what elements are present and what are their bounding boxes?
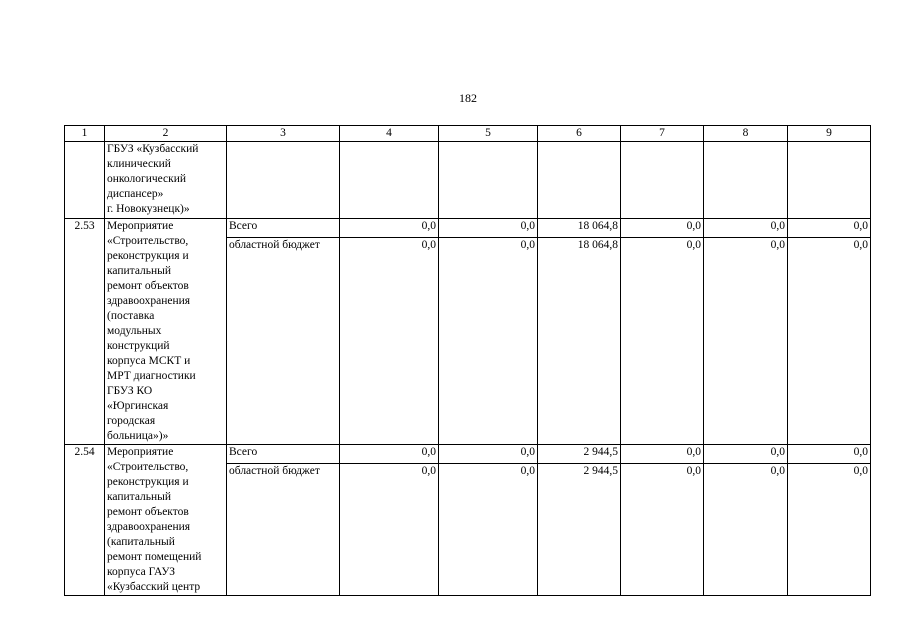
measure-name-line: корпуса ГАУЗ <box>107 566 176 578</box>
value-cell: 0,0 <box>439 238 538 445</box>
measure-name-line: ремонт объектов <box>107 280 189 292</box>
header-cell: 1 <box>65 126 105 142</box>
measure-name-line: ГБУЗ КО <box>107 385 153 397</box>
measure-name-line: капитальный <box>107 265 172 277</box>
source-cell: Всего <box>227 219 340 238</box>
table-row <box>65 445 871 464</box>
header-cell: 4 <box>340 126 439 142</box>
measure-name-line: диспансер» <box>107 188 164 200</box>
row-number-cell <box>65 142 105 219</box>
measure-name-line: больница»)» <box>107 430 169 442</box>
budget-table <box>64 125 871 596</box>
value-cell: 0,0 <box>340 464 439 596</box>
header-cell: 5 <box>439 126 538 142</box>
value-cell <box>538 142 621 219</box>
measure-name-line: «Строительство, <box>107 461 189 473</box>
measure-name-line: Мероприятие <box>107 446 174 458</box>
header-cell: 6 <box>538 126 621 142</box>
source-cell: областной бюджет <box>227 238 340 445</box>
measure-name-line: здравоохранения <box>107 295 191 307</box>
measure-name-line: городская <box>107 415 156 427</box>
value-cell <box>439 142 538 219</box>
measure-name-line: конструкций <box>107 340 170 352</box>
value-cell: 0,0 <box>621 445 704 464</box>
measure-name-line: г. Новокузнецк)» <box>107 203 190 215</box>
value-cell: 0,0 <box>340 238 439 445</box>
measure-name-line: корпуса МСКТ и <box>107 355 191 367</box>
value-cell: 0,0 <box>788 445 871 464</box>
page-number: 182 <box>459 91 477 105</box>
source-cell: Всего <box>227 445 340 464</box>
value-cell: 0,0 <box>704 464 788 596</box>
measure-name-line: клинический <box>107 158 171 170</box>
value-cell: 0,0 <box>340 219 439 238</box>
table-row <box>65 219 871 238</box>
value-cell: 0,0 <box>621 238 704 445</box>
header-cell: 3 <box>227 126 340 142</box>
value-cell <box>621 142 704 219</box>
measure-name-line: Мероприятие <box>107 220 174 232</box>
row-number-cell: 2.53 <box>65 219 105 445</box>
header-cell: 2 <box>105 126 227 142</box>
value-cell: 0,0 <box>704 238 788 445</box>
value-cell <box>704 142 788 219</box>
measure-name-line: здравоохранения <box>107 521 191 533</box>
measure-name-line: «Кузбасский центр <box>107 581 201 593</box>
value-cell: 0,0 <box>788 238 871 445</box>
source-cell: областной бюджет <box>227 464 340 596</box>
header-cell: 7 <box>621 126 704 142</box>
value-cell: 0,0 <box>704 445 788 464</box>
value-cell: 18 064,8 <box>538 238 621 445</box>
measure-name-line: (капитальный <box>107 536 175 548</box>
value-cell: 0,0 <box>621 464 704 596</box>
header-cell: 9 <box>788 126 871 142</box>
value-cell: 0,0 <box>439 445 538 464</box>
value-cell: 0,0 <box>621 219 704 238</box>
value-cell: 2 944,5 <box>538 445 621 464</box>
measure-name-line: онкологический <box>107 173 187 185</box>
measure-name-line: ремонт помещений <box>107 551 202 563</box>
header-cell: 8 <box>704 126 788 142</box>
measure-name-line: реконструкция и <box>107 250 189 262</box>
measure-name-cell <box>105 445 227 596</box>
measure-name-line: модульных <box>107 325 162 337</box>
measure-name-line: (поставка <box>107 310 155 322</box>
measure-name-cell <box>105 219 227 445</box>
measure-name-line: капитальный <box>107 491 172 503</box>
value-cell: 0,0 <box>439 464 538 596</box>
value-cell: 0,0 <box>788 464 871 596</box>
value-cell <box>788 142 871 219</box>
table-row <box>65 142 871 219</box>
measure-name-line: МРТ диагностики <box>107 370 196 382</box>
value-cell: 0,0 <box>704 219 788 238</box>
value-cell <box>340 142 439 219</box>
source-cell <box>227 142 340 219</box>
value-cell: 2 944,5 <box>538 464 621 596</box>
value-cell: 0,0 <box>788 219 871 238</box>
measure-name-line: реконструкция и <box>107 476 189 488</box>
value-cell: 18 064,8 <box>538 219 621 238</box>
measure-name-line: ГБУЗ «Кузбасский <box>107 143 199 155</box>
measure-name-line: «Строительство, <box>107 235 189 247</box>
value-cell: 0,0 <box>439 219 538 238</box>
value-cell: 0,0 <box>340 445 439 464</box>
row-number-cell: 2.54 <box>65 445 105 596</box>
measure-name-line: «Юргинская <box>107 400 169 412</box>
measure-name-line: ремонт объектов <box>107 506 189 518</box>
measure-name-cell <box>105 142 227 219</box>
table-header-row <box>65 126 871 142</box>
